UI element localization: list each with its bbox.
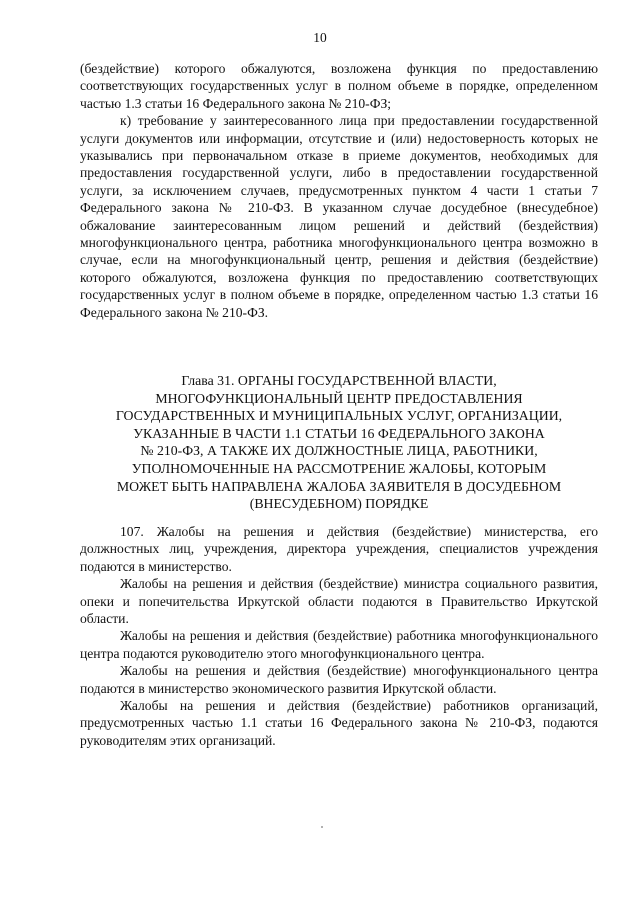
- paragraph-107: 107. Жалобы на решения и действия (бездействие) министерства, его должностных лиц, учреждения, директора учреждения, специалистов учреждения подаются в министерство.: [80, 524, 598, 574]
- paragraph-continuation: (бездействие) которого обжалуются, возложена функция по предоставлению соответствующих государственных услуг в полном объеме в порядке, определенном частью 1.3 статьи 16 Федерального закона № 210-ФЗ;: [80, 61, 598, 111]
- paragraph-mfc-complaints: Жалобы на решения и действия (бездействие) многофункционального центра подаются в министерство экономического развития Иркутской области.: [80, 663, 598, 696]
- chapter-heading-line: МОЖЕТ БЫТЬ НАПРАВЛЕНА ЖАЛОБА ЗАЯВИТЕЛЯ В ДОСУДЕБНОМ: [116, 478, 562, 494]
- chapter-heading-line: ГОСУДАРСТВЕННЫХ И МУНИЦИПАЛЬНЫХ УСЛУГ, ОРГАНИЗАЦИИ,: [115, 408, 563, 424]
- chapter-heading-line: УПОЛНОМОЧЕННЫЕ НА РАССМОТРЕНИЕ ЖАЛОБЫ, КОТОРЫМ: [131, 460, 547, 476]
- paragraph-mfc-worker-complaints: Жалобы на решения и действия (бездействие) работника многофункционального центра подаются руководителю этого многофункционального центра.: [80, 628, 598, 661]
- body-text-chapter: [80, 523, 598, 749]
- scan-dot: [321, 826, 323, 828]
- chapter-heading-line: УКАЗАННЫЕ В ЧАСТИ 1.1 СТАТЬИ 16 ФЕДЕРАЛЬНОГО ЗАКОНА: [133, 425, 545, 441]
- paragraph-item-k: к) требование у заинтересованного лица при предоставлении государственной услуги документов или информации, отсутствие и (или) недостоверность которых не указывались при первоначальном отказе в приеме документов, необходимых для предоставления государственной услуги, либо в предоставлении государственной услуги, за исключением случаев, предусмотренных пунктом 4 части 1 статьи 7 Федерального закона № 210-ФЗ. В указанном случае досудебное (внесудебное) обжалование заинтересованным лицом решений и действий (бездействия) многофункционального центра, работника многофункционального центра возможно в случае, если на многофункциональный центр, решения и действия (бездействие) которого обжалуются, возложена функция по предоставлению соответствующих государственных услуг в полном объеме в порядке, определенном частью 1.3 статьи 16 Федерального закона № 210-ФЗ.: [80, 113, 598, 320]
- page-number: 10: [313, 30, 327, 45]
- chapter-heading-line: МНОГОФУНКЦИОНАЛЬНЫЙ ЦЕНТР ПРЕДОСТАВЛЕНИЯ: [155, 390, 523, 406]
- paragraph-organization-complaints: Жалобы на решения и действия (бездействие) работников организаций, предусмотренных частью 1.1 статьи 16 Федерального закона № 210-ФЗ, подаются руководителям этих организаций.: [80, 698, 598, 748]
- chapter-heading-line: Глава 31. ОРГАНЫ ГОСУДАРСТВЕННОЙ ВЛАСТИ,: [181, 373, 497, 388]
- body-text-top: [80, 60, 598, 321]
- chapter-heading-line: № 210-ФЗ, А ТАКЖЕ ИХ ДОЛЖНОСТНЫЕ ЛИЦА, РАБОТНИКИ,: [140, 443, 538, 459]
- chapter-heading-line: (ВНЕСУДЕБНОМ) ПОРЯДКЕ: [249, 496, 429, 512]
- chapter-heading: [80, 372, 598, 513]
- paragraph-minister-complaints: Жалобы на решения и действия (бездействие) министра социального развития, опеки и попечительства Иркутской области подаются в Правительство Иркутской области.: [80, 576, 598, 627]
